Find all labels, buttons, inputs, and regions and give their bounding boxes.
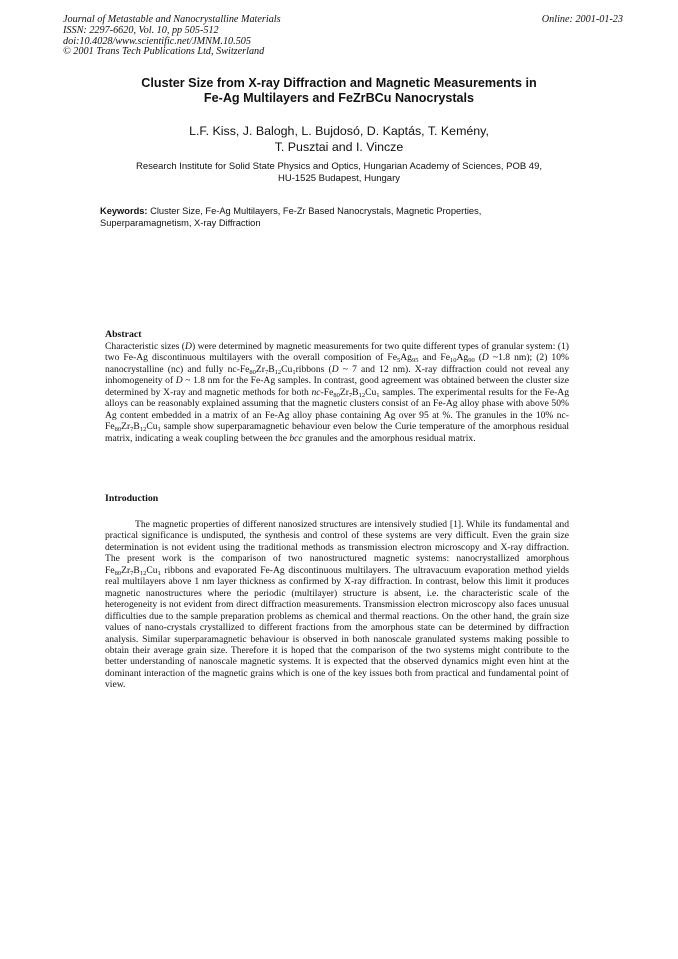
title-line-2: Fe-Ag Multilayers and FeZrBCu Nanocrystals <box>203 91 475 105</box>
author-list <box>80 124 598 155</box>
journal-doi: doi:10.4028/www.scientific.net/JMNM.10.505 <box>63 35 251 47</box>
abstract-text: Characteristic sizes (D) were determined by magnetic measurements for two quite different types of granular system: (1) two Fe-Ag discontinuous multilayers with the overall composition of $Fe_5Ag_{95}$ and $Fe_{10}Ag_{90}$ (D ~1.8 nm); (2) 10% nanocrystalline (nc) and fully $nc-Fe_{80}Zr_7B_{12}Cu_1ribbons$ (D ~ 7 and 12 nm). X-ray diffraction could not reveal any inhomogeneity of D ~ 1.8 nm for the Fe-Ag samples. In contrast, good agreement was obtained between the cluster size determined by X-ray and magnetic methods for both $nc-Fe_{80}Zr_7B_{12}Cu_1$ samples. The experimental results for the Fe-Ag alloys can be reasonably explained assuming that the magnetic clusters consist of an Fe-Ag alloy phase with above 50% Ag content embedded in a matrix of an Fe-Ag alloy phase containing Ag over 95 at %. The granules in the 10% $nc-Fe_{80}Zr_7B_{12}Cu_1$ sample show superparamagnetic behaviour even below the Curie temperature of the amorphous residual matrix, indicating a weak coupling between the bcc granules and the amorphous residual matrix. <box>105 341 570 444</box>
affiliation-line-1: Research Institute for Solid State Physics and Optics, Hungarian Academy of Sciences, POB 49, <box>135 161 543 172</box>
journal-issn: ISSN: 2297-6620, Vol. 10, pp 505-512 <box>63 24 219 36</box>
introduction-text: The magnetic properties of different nanosized structures are intensively studied [1]. While its fundamental and practical significance is undisputed, the synthesis and control of these systems are very difficult. Even the grain size determination is not evident using the traditional methods as transmission electron microscopy and X-ray diffraction. The present work is the comparison of two nanostructured magnetic systems: nanocrystallized amorphous $Fe_{80}Zr_7B_{12}Cu_1$ ribbons and evaporated Fe-Ag discontinuous multilayers. The ultravacuum evaporation method yields real multilayers above 1 nm layer thickness as confirmed by X-ray diffraction. In contrast, below this limit it produces magnetic nanostructures where the periodic (multilayer) structure is absent, i.e. the characteristic scale of the heterogeneity is not evident from direct diffraction measurements. Transmission electron microscopy also faces unusual difficulties due to the sample preparation problems as chemical and thermal reactions. On the other hand, the grain size values of nano-crystals crystallized to different fractions from the amorphous state can be determined by diffraction analysis. Similar superparamagnetic behaviour is observed in both nanoscale granulated systems making possible to obtain their average grain size. Therefore it is hoped that the comparison of the two systems might contribute to the better understanding of nanoscale magnetic systems. It is expected that the observed dynamics might even hint at the dominant interaction of the magnetic grains which is one of the key issues both from practical and fundamental point of view. <box>105 519 569 691</box>
journal-info <box>63 15 623 58</box>
affiliation <box>80 161 598 185</box>
journal-name: Journal of Metastable and Nanocrystalline Materials <box>63 14 281 25</box>
journal-header <box>63 15 623 58</box>
authors-line-1: L.F. Kiss, J. Balogh, L. Bujdosó, D. Kaptás, T. Kemény, <box>189 124 489 138</box>
keywords-text: Cluster Size, Fe-Ag Multilayers, Fe-Zr Based Nanocrystals, Magnetic Properties, Superparamagnetism, X-ray Diffraction <box>100 206 482 228</box>
affiliation-line-2: HU-1525 Budapest, Hungary <box>278 173 400 184</box>
keywords-label: Keywords: <box>100 206 148 216</box>
journal-copyright: © 2001 Trans Tech Publications Ltd, Switzerland <box>63 46 265 58</box>
abstract-heading: Abstract <box>105 329 142 340</box>
online-date: Online: 2001-01-23 <box>541 14 623 25</box>
title-line-1: Cluster Size from X-ray Diffraction and Magnetic Measurements in <box>141 76 537 90</box>
keywords <box>100 206 570 229</box>
introduction-heading: Introduction <box>105 493 159 504</box>
authors-line-2: T. Pusztai and I. Vincze <box>274 139 404 154</box>
paper-title <box>80 76 598 106</box>
